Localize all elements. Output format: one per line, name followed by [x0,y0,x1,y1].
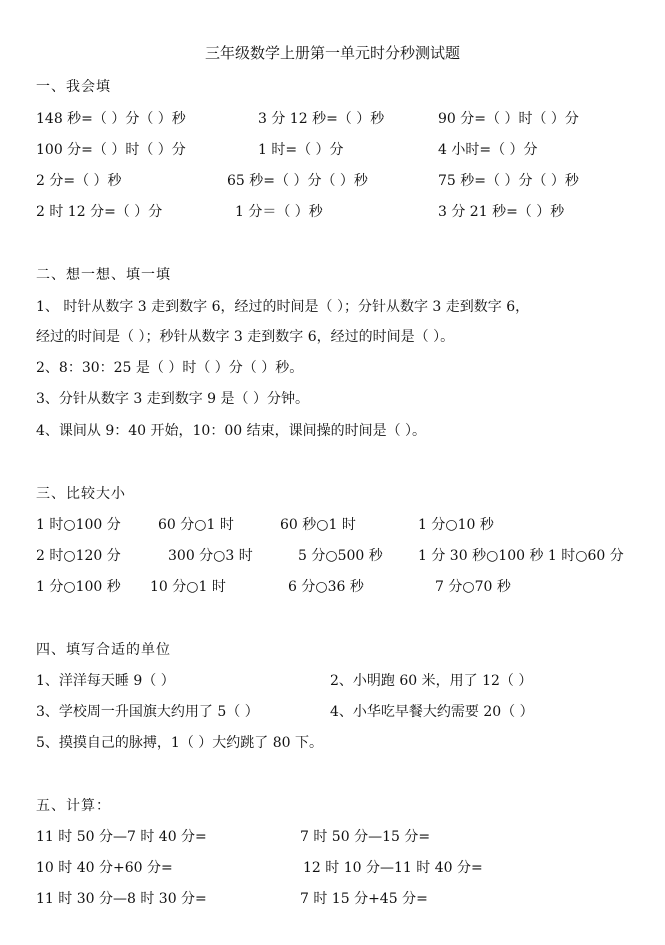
compare-item: 1 分○100 秒 [36,579,121,595]
section-1-heading: 一、我会填 [36,79,111,95]
section-4-heading: 四、填写合适的单位 [36,642,171,658]
fill-item: 3 分 21 秒=（ ）秒 [438,204,565,220]
calc-item: 11 时 50 分—7 时 40 分= [36,829,207,845]
unit-item: 1、洋洋每天睡 9（ ） [36,673,175,689]
unit-item: 5、摸摸自己的脉搏，1（ ）大约跳了 80 下。 [36,735,323,751]
question-line: 2、8：30：25 是（ ）时（ ）分（ ）秒。 [36,360,304,376]
section-2-heading: 二、想一想、填一填 [36,267,171,283]
compare-item: 6 分○36 秒 [288,579,364,595]
compare-item: 10 分○1 时 [150,579,226,595]
compare-item: 7 分○70 秒 [435,579,511,595]
fill-item: 3 分 12 秒=（ ）秒 [258,111,385,127]
compare-item: 1 分 30 秒○100 秒 1 时○60 分 [418,548,624,564]
fill-item: 1 分＝（ ）秒 [235,204,323,220]
fill-item: 90 分=（ ）时（ ）分 [438,111,579,127]
compare-item: 5 分○500 秒 [298,548,383,564]
fill-item: 65 秒=（ ）分（ ）秒 [227,173,368,189]
calc-item: 11 时 30 分—8 时 30 分= [36,891,207,907]
fill-item: 1 时=（ ）分 [258,142,344,158]
calc-item: 7 时 15 分+45 分= [300,891,428,907]
worksheet-title: 三年级数学上册第一单元时分秒测试题 [204,44,460,62]
question-line: 经过的时间是（ ）；秒针从数字 3 走到数字 6，经过的时间是（ ）。 [36,329,455,345]
compare-item: 60 秒○1 时 [280,517,356,533]
question-line: 1、 时针从数字 3 走到数字 6，经过的时间是（ ）；分针从数字 3 走到数字 6， [36,299,530,315]
compare-item: 300 分○3 时 [168,548,253,564]
fill-item: 148 秒=（ ）分（ ）秒 [36,111,186,127]
question-line: 4、课间从 9：40 开始，10：00 结束，课间操的时间是（ ）。 [36,423,427,439]
calc-item: 7 时 50 分—15 分= [300,829,431,845]
fill-item: 75 秒=（ ）分（ ）秒 [438,173,579,189]
unit-item: 2、小明跑 60 米，用了 12（ ） [330,673,533,689]
compare-item: 1 分○10 秒 [418,517,494,533]
section-5-heading: 五、计算： [36,798,111,814]
fill-item: 100 分=（ ）时（ ）分 [36,142,186,158]
calc-item: 12 时 10 分—11 时 40 分= [303,860,483,876]
unit-item: 3、学校周一升国旗大约用了 5（ ） [36,704,259,720]
fill-item: 2 分=（ ）秒 [36,173,122,189]
calc-item: 10 时 40 分+60 分= [36,860,173,876]
fill-item: 4 小时=（ ）分 [438,142,538,158]
unit-item: 4、小华吃早餐大约需要 20（ ） [330,704,534,720]
section-3-heading: 三、比较大小 [36,486,126,502]
fill-item: 2 时 12 分=（ ）分 [36,204,163,220]
question-line: 3、分针从数字 3 走到数字 9 是（ ）分钟。 [36,391,309,407]
compare-item: 2 时○120 分 [36,548,121,564]
compare-item: 60 分○1 时 [158,517,234,533]
compare-item: 1 时○100 分 [36,517,121,533]
